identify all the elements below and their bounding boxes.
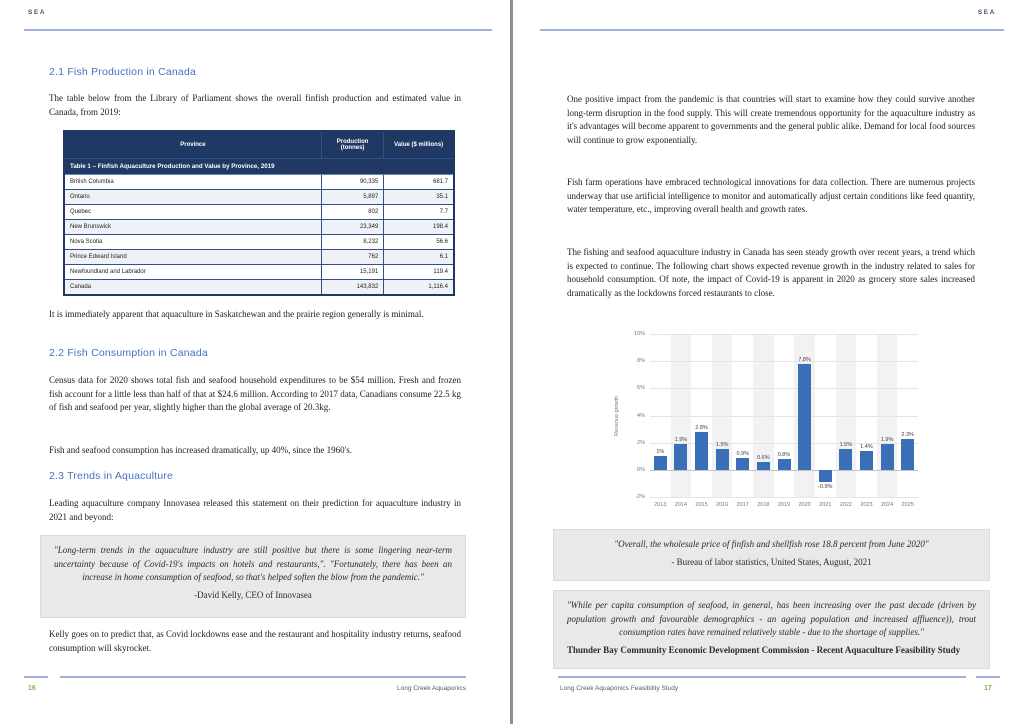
chart-bar — [778, 459, 791, 470]
section-heading-fish-production: 2.1 Fish Production in Canada — [49, 66, 197, 78]
footer-rule — [60, 676, 466, 678]
chart-bar-value: 2.3% — [901, 431, 914, 438]
chart-ytick: 4% — [637, 412, 645, 419]
chart-bar-value: 2.8% — [695, 424, 708, 431]
quote-box-bls — [553, 529, 990, 581]
chart-bar — [881, 444, 894, 470]
quote-text: "While per capita consumption of seafood, in general, has been increasing over the past decade (driven by population growth and favourable demographics - an ageing population and increased affluence)), trout consumption rates have remained relatively stable - due to the shortage of supplies." — [567, 600, 976, 637]
quote-box-innovasea — [40, 535, 466, 618]
chart-gridline — [650, 470, 918, 471]
footer-title: Long Creek Aquaponics Feasibility Study — [560, 685, 679, 692]
cell-number: 23,349 — [321, 220, 383, 235]
quote-box-thunder-bay — [553, 590, 990, 669]
cell-province: Ontario — [64, 190, 321, 205]
paragraph: It is immediately apparent that aquaculture in Saskatchewan and the prairie region generally is minimal. — [49, 309, 424, 319]
paragraph: Leading aquaculture company Innovasea released this statement on their prediction for aquaculture industry in 2021 and beyond: — [49, 498, 461, 522]
cell-province: Newfoundland and Labrador — [64, 265, 321, 280]
chart-bar-value: 0.6% — [757, 454, 770, 461]
chart-bar — [901, 439, 914, 470]
cell-number: 7.7 — [384, 205, 454, 220]
column-header-province: Province — [64, 131, 321, 159]
footer-rule-short — [976, 676, 1000, 678]
cell-number: 681.7 — [384, 175, 454, 190]
chart-ytick: 8% — [637, 358, 645, 365]
quote-text: "Overall, the wholesale price of finfish and shellfish rose 18.8 percent from June 2020" — [614, 539, 929, 549]
chart-bar — [860, 451, 873, 470]
quote-attribution: - Bureau of labor statistics, United States, August, 2021 — [671, 556, 872, 567]
chart-bar — [716, 449, 729, 469]
chart-xtick: 2021 — [819, 502, 832, 508]
chart-xtick: 2018 — [757, 502, 770, 508]
table-row — [64, 205, 454, 220]
paragraph: Census data for 2020 shows total fish and seafood household expenditures to be $54 million. Fresh and frozen fish account for a little less than half of that at $24.6 million. According to 2017 data, Canadians consume 22.5 kg of fish and seafood per year, slightly higher than the global average of 20.3kg. — [49, 375, 461, 412]
chart-gridline — [650, 388, 918, 389]
chart-xtick: 2020 — [798, 502, 811, 508]
chart-bar-value: 1.5% — [839, 442, 853, 449]
chart-xtick: 2019 — [777, 502, 791, 508]
footer-title: Long Creek Aquaponics — [396, 685, 466, 692]
quote-attribution: Thunder Bay Community Economic Development Commission - Recent Aquaculture Feasibility Study — [567, 644, 961, 655]
cell-province: Nova Scotia — [64, 235, 321, 250]
cell-number: 5,897 — [321, 190, 383, 205]
cell-number: 119.4 — [384, 265, 454, 280]
chart-xtick: 2014 — [674, 502, 688, 508]
table-row — [64, 250, 454, 265]
table-row — [64, 220, 454, 235]
finfish-table — [63, 130, 455, 296]
chart-ytick: 0% — [637, 466, 645, 473]
header-rule — [540, 29, 1004, 31]
cell-number: 8,232 — [321, 235, 383, 250]
table-header-row — [64, 131, 454, 159]
paragraph: Fish and seafood consumption has increased dramatically, up 40%, since the 1960's. — [49, 445, 352, 455]
chart-bar — [798, 364, 811, 470]
table-row — [64, 190, 454, 205]
paragraph: One positive impact from the pandemic is that countries will start to examine how they could survive another long-term disruption in the food supply. This will create tremendous opportunity for the aquaculture industry as it's advantages will become apparent to governments and the general public alike. Demand for local food sources will continue to grow exponentially. — [567, 94, 975, 145]
paragraph: The table below from the Library of Parliament shows the overall finfish production and estimated value in Canada, from 2019: — [49, 93, 461, 117]
cell-province: Prince Edward Island — [64, 250, 321, 265]
cell-number: 762 — [321, 250, 383, 265]
chart-gridline — [650, 497, 918, 498]
chart-bar — [819, 470, 832, 482]
cell-number: 90,335 — [321, 175, 383, 190]
chart-bar-value: 7.8% — [798, 356, 811, 363]
header-rule — [24, 29, 492, 31]
chart-bar-value: -0.9% — [818, 484, 833, 491]
revenue-growth-chart — [633, 331, 918, 508]
page-number: 17 — [984, 685, 992, 692]
footer-rule — [558, 676, 966, 678]
chart-ytick: -2% — [635, 494, 645, 500]
chart-xtick: 2016 — [716, 502, 729, 508]
chart-gridline — [650, 361, 918, 362]
chart-bar-value: 1.4% — [860, 443, 873, 450]
cell-number: 198.4 — [384, 220, 454, 235]
chart-bar-value: 1.9% — [880, 437, 894, 444]
chart-bar-value: 1.5% — [715, 442, 729, 449]
chart-bar-value: 1% — [656, 449, 665, 456]
chart-xtick: 2022 — [839, 502, 852, 508]
cell-province: Quebec — [64, 205, 321, 220]
chart-bar — [674, 444, 687, 470]
chart-ytick: 6% — [637, 385, 645, 392]
chart-bar-value: 0.9% — [736, 450, 750, 457]
cell-number: 1,116.4 — [384, 280, 454, 296]
chart-xtick: 2013 — [654, 502, 667, 508]
chart-xtick: 2025 — [901, 502, 914, 508]
cell-province: Canada — [64, 280, 321, 296]
chart-bar-value: 1.9% — [674, 437, 688, 444]
cell-number: 15,191 — [321, 265, 383, 280]
table-row — [64, 265, 454, 280]
chart-xtick: 2023 — [860, 502, 873, 508]
table-row — [64, 280, 454, 296]
column-header-production: Production (tonnes) — [321, 131, 383, 159]
column-header-value: Value ($ millions) — [384, 131, 454, 159]
chart-bar-value: 0.8% — [777, 451, 791, 458]
cell-number: 35.1 — [384, 190, 454, 205]
chart-xtick: 2024 — [880, 502, 894, 508]
chart-gridline — [650, 334, 918, 335]
chart-xtick: 2015 — [695, 502, 708, 508]
finfish-table-body — [64, 175, 454, 296]
chart-bar — [695, 432, 708, 470]
table-title-row — [64, 159, 454, 175]
quote-text: "Long-term trends in the aquaculture industry are still positive but there is some lingering near-term uncertainty because of Covid-19's impacts on hotels and restaurants,". "Fortunately, there has been an increase in home consumption of seafood, so that's helped soften the blow from the pandemic." — [54, 545, 452, 582]
cell-number: 56.6 — [384, 235, 454, 250]
brand-logo: SEA — [28, 9, 47, 16]
chart-y-axis-title: Revenue growth — [614, 395, 620, 436]
paragraph: Fish farm operations have embraced technological innovations for data collection. There are numerous projects underway that use artificial intelligence to monitor and automatically adjust certain conditions like feed quantity, water temperature, etc., improving overall health and growth rates. — [567, 177, 975, 214]
paragraph: The fishing and seafood aquaculture industry in Canada has seen steady growth over recent years, a trend which is expected to continue. The following chart shows expected revenue growth in the industry related to sales for household consumption. Of note, the impact of Covid-19 is apparent in 2020 as grocery store sales increased dramatically as the lockdowns forced restaurants to close. — [567, 247, 975, 298]
table-row — [64, 235, 454, 250]
table-title: Table 1 – Finfish Aquaculture Production and Value by Province, 2019 — [64, 159, 454, 175]
section-heading-trends: 2.3 Trends in Aquaculture — [49, 470, 174, 482]
page-number: 16 — [28, 685, 36, 692]
brand-logo: SEA — [977, 9, 996, 16]
cell-province: New Brunswick — [64, 220, 321, 235]
chart-bar — [736, 458, 749, 470]
paragraph: Kelly goes on to predict that, as Covid lockdowns ease and the restaurant and hospitality industry returns, seafood consumption will skyrocket. — [49, 629, 461, 653]
table-row — [64, 175, 454, 190]
chart-xtick: 2017 — [736, 502, 749, 508]
section-heading-fish-consumption: 2.2 Fish Consumption in Canada — [49, 347, 208, 359]
chart-ytick: 10% — [633, 331, 645, 337]
cell-number: 6.1 — [384, 250, 454, 265]
page-right — [512, 0, 1024, 724]
cell-number: 143,832 — [321, 280, 383, 296]
quote-attribution: -David Kelly, CEO of Innovasea — [194, 589, 312, 600]
cell-number: 802 — [321, 205, 383, 220]
chart-bar — [654, 456, 667, 470]
chart-bar — [757, 462, 770, 470]
cell-province: British Columbia — [64, 175, 321, 190]
chart-gridline — [650, 416, 918, 417]
footer-rule-short — [24, 676, 48, 678]
page-divider — [510, 0, 513, 724]
chart-bar — [839, 449, 852, 469]
chart-ytick: 2% — [637, 439, 645, 446]
